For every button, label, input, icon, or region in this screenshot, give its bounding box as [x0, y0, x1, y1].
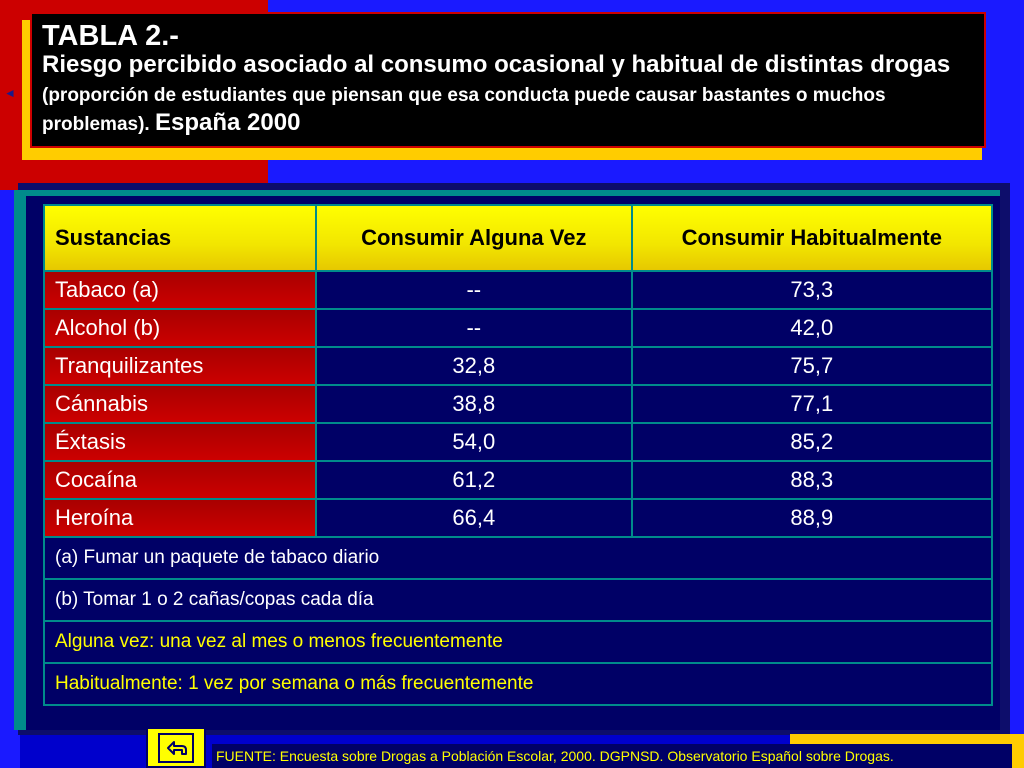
page-subtitle: [42, 51, 974, 138]
table-row: [44, 385, 992, 423]
value-alguna-vez: --: [316, 309, 632, 347]
value-habitualmente: 88,3: [632, 461, 992, 499]
column-header-alguna-vez: Consumir Alguna Vez: [316, 205, 632, 271]
data-table: [43, 204, 993, 706]
table-row: [44, 499, 992, 537]
definition-habitualmente: Habitualmente: 1 vez por semana o más frecuentemente: [44, 663, 992, 705]
value-habitualmente: 73,3: [632, 271, 992, 309]
source-caption: FUENTE: Encuesta sobre Drogas a Población Escolar, 2000. DGPNSD. Observatorio Español sobre Drogas.: [212, 744, 1012, 768]
row-label: Cánnabis: [44, 385, 316, 423]
value-alguna-vez: --: [316, 271, 632, 309]
table-row: [44, 309, 992, 347]
subtitle-main-text: Riesgo percibido asociado al consumo ocasional y habitual de distintas drogas: [42, 51, 951, 78]
value-habitualmente: 75,7: [632, 347, 992, 385]
value-alguna-vez: 32,8: [316, 347, 632, 385]
value-alguna-vez: 54,0: [316, 423, 632, 461]
row-label: Heroína: [44, 499, 316, 537]
table-note-row: [44, 663, 992, 705]
value-habitualmente: 42,0: [632, 309, 992, 347]
return-button[interactable]: [146, 727, 206, 768]
row-label: Cocaína: [44, 461, 316, 499]
table-row: [44, 423, 992, 461]
table-note-row: [44, 537, 992, 579]
table-note-row: [44, 579, 992, 621]
page-title: TABLA 2.-: [42, 20, 179, 52]
table-header-row: [44, 205, 992, 271]
table-row: [44, 347, 992, 385]
value-alguna-vez: 38,8: [316, 385, 632, 423]
return-arrow-icon: [158, 733, 194, 763]
value-habitualmente: 85,2: [632, 423, 992, 461]
table-row: [44, 271, 992, 309]
row-label: Tranquilizantes: [44, 347, 316, 385]
subtitle-note-text: (proporción de estudiantes que piensan que esa conducta puede causar bastantes o muchos problemas).: [42, 85, 886, 135]
subtitle-place-year: España 2000: [154, 109, 301, 136]
row-label: Alcohol (b): [44, 309, 316, 347]
table-note-row: [44, 621, 992, 663]
definition-alguna-vez: Alguna vez: una vez al mes o menos frecuentemente: [44, 621, 992, 663]
value-habitualmente: 77,1: [632, 385, 992, 423]
title-box: [30, 12, 986, 148]
value-habitualmente: 88,9: [632, 499, 992, 537]
column-header-habitualmente: Consumir Habitualmente: [632, 205, 992, 271]
column-header-sustancias: Sustancias: [44, 205, 316, 271]
row-label: Éxtasis: [44, 423, 316, 461]
footnote-a: (a) Fumar un paquete de tabaco diario: [44, 537, 992, 579]
triangle-left-icon[interactable]: ◄: [4, 86, 16, 100]
footnote-b: (b) Tomar 1 o 2 cañas/copas cada día: [44, 579, 992, 621]
value-alguna-vez: 66,4: [316, 499, 632, 537]
row-label: Tabaco (a): [44, 271, 316, 309]
table-row: [44, 461, 992, 499]
value-alguna-vez: 61,2: [316, 461, 632, 499]
